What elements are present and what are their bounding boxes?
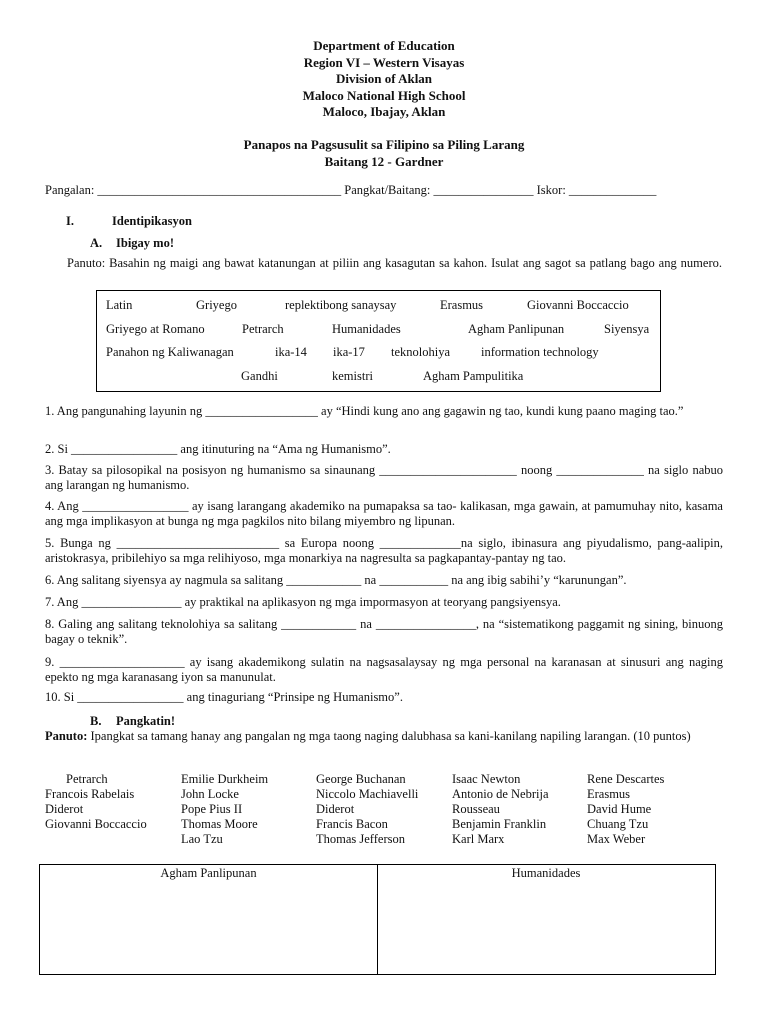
choice-item: Agham Pampulitika xyxy=(423,369,524,383)
question-9: 9. ____________________ ay isang akademikong sulatin na nagsasalaysay ng mga personal na karanasan at sinusuri ang naging epekto ng mga karanasang iyon sa manunulat. xyxy=(45,655,723,684)
part-b-panuto-label: Panuto: xyxy=(45,729,88,743)
exam-title-line2: Baitang 12 - Gardner xyxy=(324,153,444,169)
choice-item: Griyego at Romano xyxy=(106,322,205,336)
part-a-instructions: Panuto: Basahin ng maigi ang bawat katanungan at piliin ang kasagutan sa kahon. Isulat ang sagot sa patlang bago ang numero. xyxy=(67,256,722,270)
name-item: Francis Bacon xyxy=(316,817,388,831)
question-3: 3. Batay sa pilosopikal na posisyon ng humanismo sa sinaunang ______________________ noong ______________ na siglo nabuo ang larangan ng humanismo. xyxy=(45,463,723,492)
header-line-school: Maloco National High School xyxy=(302,87,466,103)
part-b-label: Pangkatin! xyxy=(116,714,176,728)
column-humanidades xyxy=(377,865,715,974)
column-header-humanidades: Humanidades xyxy=(511,866,581,880)
part-b-panuto-text: Ipangkat sa tamang hanay ang pangalan ng mga taong naging dalubhasa sa kani-kanilang napiling larangan. (10 puntos) xyxy=(87,729,691,743)
name-item: Francois Rabelais xyxy=(45,787,135,801)
name-item: Antonio de Nebrija xyxy=(452,787,549,801)
name-item: Emilie Durkheim xyxy=(181,772,269,786)
choice-item: Giovanni Boccaccio xyxy=(527,298,629,312)
exam-title-line1: Panapos na Pagsusulit sa Filipino sa Piling Larang xyxy=(243,137,525,152)
name-item: John Locke xyxy=(181,787,239,801)
name-item: Rene Descartes xyxy=(587,772,665,786)
part-b-heading xyxy=(90,714,175,729)
question-5: 5. Bunga ng __________________________ sa Europa noong _____________na siglo, ibinasura ang piyudalismo, pang-aalipin, aristokrasya, pribilehiyo sa mga relihiyoso, mga monarkiya na nagresulta sa pagkapantay-pantay ng tao. xyxy=(45,536,723,565)
school-header xyxy=(0,38,768,121)
name-item: Niccolo Machiavelli xyxy=(316,787,419,801)
header-line-department: Department of Education xyxy=(313,38,455,53)
question-2: 2. Si _________________ ang itinuturing na “Ama ng Humanismo”. xyxy=(45,442,391,456)
question-7: 7. Ang ________________ ay praktikal na aplikasyon ng mga impormasyon at teoryang pangsiyensya. xyxy=(45,595,561,609)
choice-item: kemistri xyxy=(332,369,373,383)
part-a-label: Ibigay mo! xyxy=(116,236,174,250)
choice-item: Griyego xyxy=(196,298,237,312)
choices-box xyxy=(96,290,661,392)
name-item: Giovanni Boccaccio xyxy=(45,817,147,831)
name-item: David Hume xyxy=(587,802,652,816)
choice-item: Humanidades xyxy=(332,322,401,336)
column-header-agham-panlipunan: Agham Panlipunan xyxy=(160,866,257,880)
name-item: Lao Tzu xyxy=(181,832,223,846)
name-item: Isaac Newton xyxy=(452,772,521,786)
name-item: Diderot xyxy=(316,802,355,816)
choice-item: information technology xyxy=(481,345,599,359)
header-line-region: Region VI – Western Visayas xyxy=(303,54,465,70)
choice-item: Latin xyxy=(106,298,133,312)
part-a-letter: A. xyxy=(90,236,103,250)
question-6: 6. Ang salitang siyensya ay nagmula sa salitang ____________ na ___________ na ang ibig sabihi’y “karunungan”. xyxy=(45,573,627,587)
column-agham-panlipunan xyxy=(40,865,378,974)
name-item: George Buchanan xyxy=(316,772,406,786)
name-item: Rousseau xyxy=(452,802,500,816)
header-line-division: Division of Aklan xyxy=(335,71,433,86)
choice-item: Agham Panlipunan xyxy=(468,322,565,336)
choice-item: Siyensya xyxy=(604,322,650,336)
name-item: Thomas Moore xyxy=(181,817,258,831)
name-item: Thomas Jefferson xyxy=(316,832,405,846)
choice-item: Petrarch xyxy=(242,322,284,336)
section-number: I. xyxy=(66,214,74,228)
part-a-heading xyxy=(90,236,174,251)
part-b-letter: B. xyxy=(90,714,102,728)
choice-item: teknolohiya xyxy=(391,345,451,359)
section-heading-identipikasyon xyxy=(66,214,192,229)
choice-item: ika-14 xyxy=(275,345,307,359)
choice-item: Panahon ng Kaliwanagan xyxy=(106,345,234,359)
choice-item: Gandhi xyxy=(241,369,278,383)
exam-title xyxy=(0,137,768,170)
section-label: Identipikasyon xyxy=(112,214,192,228)
name-item: Petrarch xyxy=(66,772,108,786)
grouping-table xyxy=(39,864,716,975)
question-4: 4. Ang _________________ ay isang larangang akademiko na pumapaksa sa tao- kalikasan, mga gawain, at pamumuhay nito, kasama ang mga implikasyon at bunga ng mga pagkilos nito bilang miyembro ng lipunan. xyxy=(45,499,723,528)
question-8: 8. Galing ang salitang teknolohiya sa salitang ____________ na ________________, na “sistematikong paggamit ng sining, binuong bagay o teknik”. xyxy=(45,617,723,646)
choice-item: replektibong sanaysay xyxy=(285,298,397,312)
name-item: Karl Marx xyxy=(452,832,505,846)
name-item: Max Weber xyxy=(587,832,646,846)
header-line-address: Maloco, Ibajay, Aklan xyxy=(322,104,446,119)
name-item: Pope Pius II xyxy=(181,802,243,816)
name-item: Chuang Tzu xyxy=(587,817,649,831)
student-info-line: Pangalan: _______________________________________ Pangkat/Baitang: ________________ Iskor: ______________ xyxy=(45,183,657,197)
name-item: Diderot xyxy=(45,802,84,816)
choice-item: ika-17 xyxy=(333,345,365,359)
question-10: 10. Si _________________ ang tinaguriang “Prinsipe ng Humanismo”. xyxy=(45,690,403,704)
part-b-instructions xyxy=(45,728,723,744)
name-item: Erasmus xyxy=(587,787,631,801)
name-item: Benjamin Franklin xyxy=(452,817,547,831)
choice-item: Erasmus xyxy=(440,298,484,312)
question-1: 1. Ang pangunahing layunin ng __________________ ay “Hindi kung ano ang gagawin ng tao, kundi kung paano maging tao.” xyxy=(45,404,684,418)
